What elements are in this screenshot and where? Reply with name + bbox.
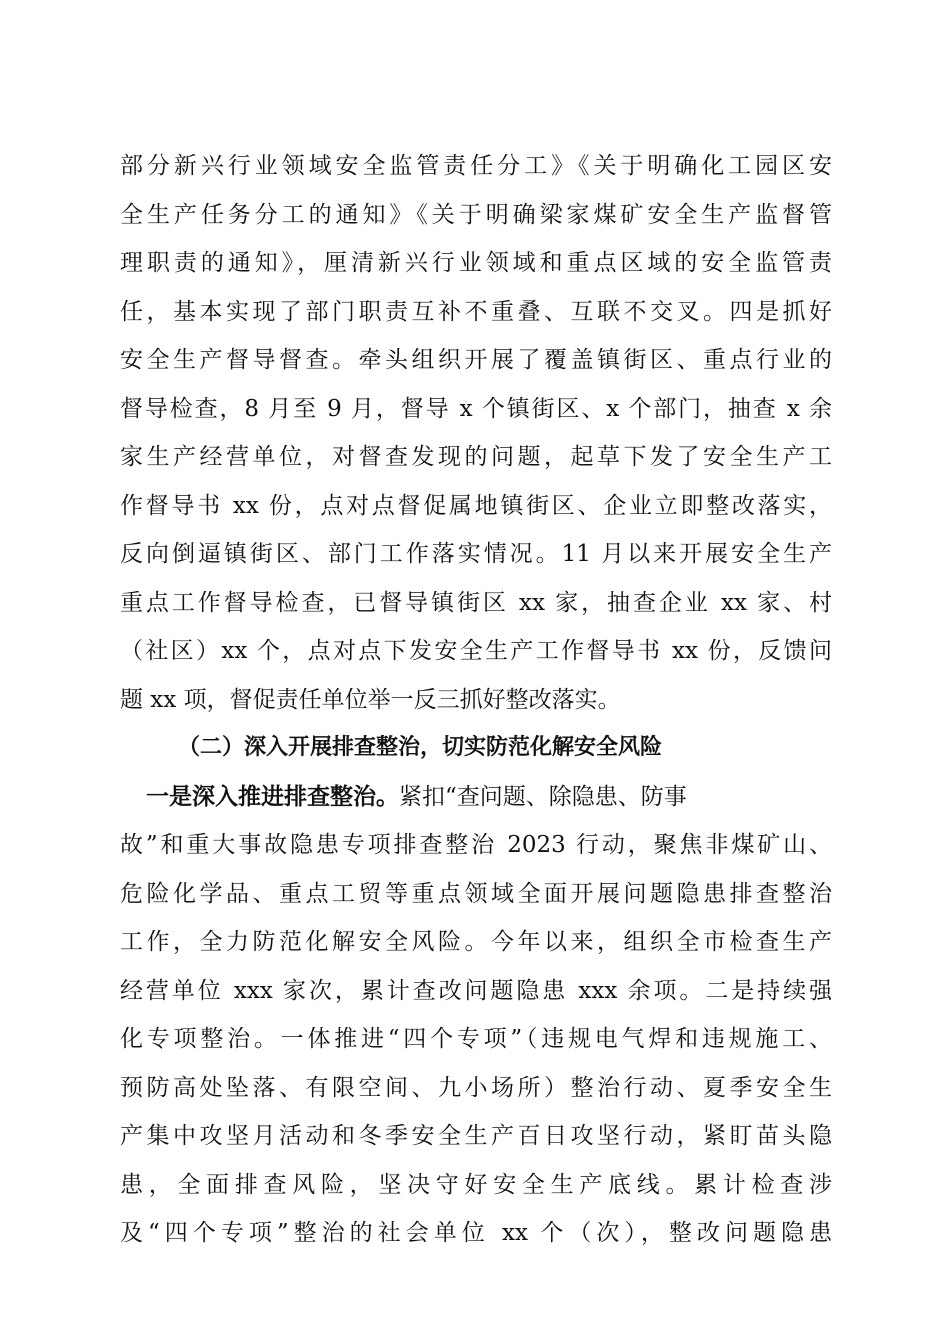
paragraph-line: 预防高处坠落、有限空间、九小场所）整治行动、夏季安全生	[120, 1074, 832, 1101]
paragraph-line: 家生产经营单位，对督查发现的问题，起草下发了安全生产工	[120, 444, 832, 470]
body-text	[120, 142, 832, 1258]
paragraph-line: 重点工作督导检查，已督导镇街区 xx 家，抽查企业 xx 家、村	[120, 589, 832, 616]
paragraph-line: 产集中攻坚月活动和冬季安全生产百日攻坚行动，紧盯苗头隐	[120, 1123, 832, 1149]
paragraph-line: 故”和重大事故隐患专项排查整治 2023 行动，聚焦非煤矿山、	[120, 832, 832, 858]
paragraph-line: 及“四个专项”整治的社会单位 xx 个（次），整改问题隐患	[120, 1220, 832, 1246]
paragraph-first-line	[120, 773, 832, 822]
paragraph-line: 化专项整治。一体推进“四个专项”（违规电气焊和违规施工、	[120, 1026, 832, 1052]
paragraph-line: 部分新兴行业领域安全监管责任分工》《关于明确化工园区安	[120, 153, 832, 179]
paragraph-line: 经营单位 xxx 家次，累计查改问题隐患 xxx 余项。二是持续强	[120, 977, 832, 1004]
paragraph-line: 作督导书 xx 份，点对点督促属地镇街区、企业立即整改落实，	[120, 492, 832, 519]
paragraph-line: 患，全面排查风险，坚决守好安全生产底线。累计检查涉	[120, 1171, 832, 1198]
paragraph-lead-phrase: 一是深入推进排查整治。	[146, 783, 399, 810]
paragraph-line: 工作，全力防范化解安全风险。今年以来，组织全市检查生产	[120, 929, 832, 955]
paragraph-line: 督导检查，8 月至 9 月，督导 x 个镇街区、x 个部门，抽查 x 余	[120, 395, 832, 422]
paragraph-line: 题 xx 项，督促责任单位举一反三抓好整改落实。	[120, 686, 621, 713]
paragraph-line: 危险化学品、重点工贸等重点领域全面开展问题隐患排查整治	[120, 880, 832, 907]
paragraph-line-rest: 紧扣“查问题、除隐患、防事	[399, 783, 687, 810]
paragraph-line: 反向倒逼镇街区、部门工作落实情况。11 月以来开展安全生产	[120, 541, 832, 567]
section-heading: （二）深入开展排查整治，切实防范化解安全风险	[178, 735, 663, 760]
paragraph-line: （社区）xx 个，点对点下发安全生产工作督导书 xx 份，反馈问	[120, 638, 832, 664]
paragraph-2	[120, 773, 832, 1258]
paragraph-line: 全生产任务分工的通知》《关于明确梁家煤矿安全生产监督管	[120, 201, 832, 228]
paragraph-1	[120, 142, 832, 724]
paragraph-line: 理职责的通知》，厘清新兴行业领域和重点区域的安全监管责	[120, 250, 832, 276]
paragraph-line: 任，基本实现了部门职责互补不重叠、互联不交叉。四是抓好	[120, 298, 832, 325]
paragraph-line: 安全生产督导督查。牵头组织开展了覆盖镇街区、重点行业的	[120, 347, 832, 373]
